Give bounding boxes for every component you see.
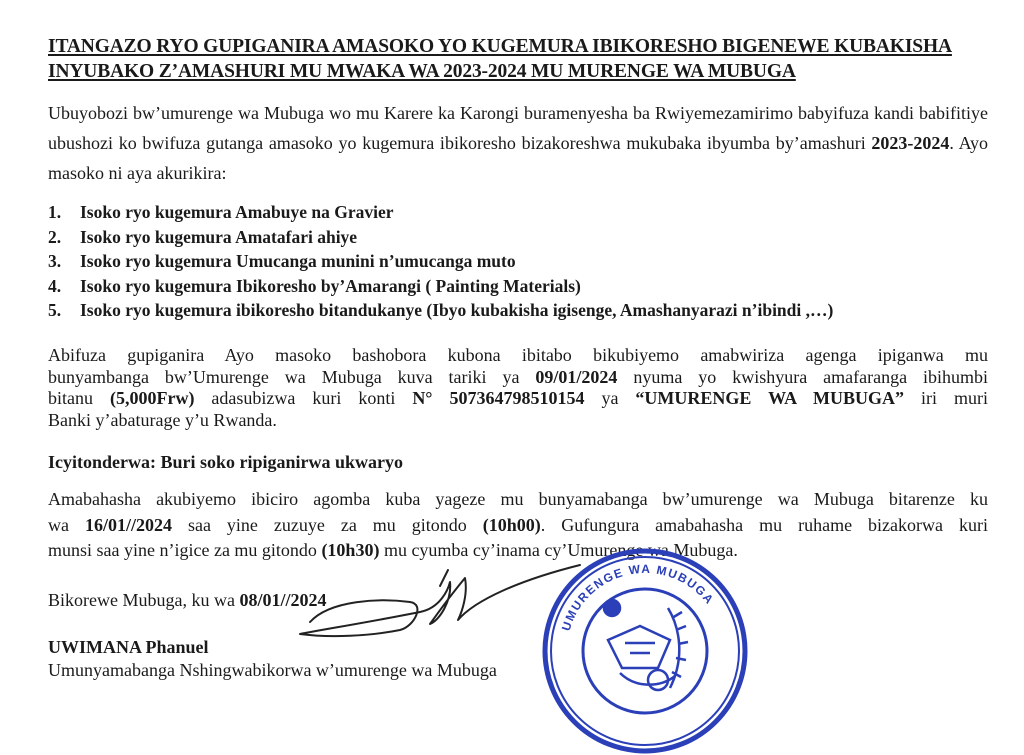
document-title — [48, 34, 998, 84]
signatory-name: UWIMANA Phanuel — [48, 637, 209, 657]
tender-list — [48, 200, 988, 323]
deadline-line-1: Amabahasha akubiyemo ibiciro agomba kuba yageze mu bunyamabanga bw’umurenge wa Mubuga bitarenze ku — [48, 489, 988, 509]
signatory-role: Umunyamabanga Nshingwabikorwa w’umurenge wa Mubuga — [48, 660, 497, 680]
deadline-line-2 — [48, 513, 988, 539]
list-item — [48, 249, 988, 274]
intro-year: 2023-2024 — [871, 133, 950, 153]
list-item-number: 4. — [48, 275, 62, 296]
fee-amount: (5,000Frw) — [109, 388, 195, 408]
conditions-text: ya — [584, 388, 636, 408]
official-stamp — [540, 548, 750, 755]
conditions-text: nyuma yo kwishyura amafaranga ibihumbi — [617, 366, 988, 387]
list-item — [48, 225, 988, 250]
conditions-line-2 — [48, 367, 988, 389]
conditions-line-1: Abifuza gupiganira Ayo masoko bashobora kubona ibitabo bikubiyemo amabwiriza agenga ipiganwa mu — [48, 345, 988, 365]
list-item-number: 2. — [48, 226, 62, 247]
title-line-2: INYUBAKO Z’AMASHURI MU MWAKA WA 2023-2024 MU MURENGE WA MUBUGA — [48, 61, 796, 82]
conditions-text: iri muri — [904, 388, 988, 408]
conditions-text: adasubizwa kuri konti — [194, 388, 413, 408]
list-item-number: 3. — [48, 251, 62, 271]
conditions-text: bunyambanga bw’Umurenge wa Mubuga kuva tariki ya — [48, 366, 536, 387]
list-item-number: 1. — [48, 202, 62, 222]
intro-paragraph — [48, 98, 988, 188]
deadline-text: saa yine zuzuye za mu gitondo — [171, 514, 483, 535]
deadline-paragraph — [48, 487, 988, 564]
list-item — [48, 298, 988, 323]
conditions-line-4: Banki y’abaturage y’u Rwanda. — [48, 409, 277, 430]
stamp-ring-text: UMURENGE WA MUBUGA — [558, 561, 718, 633]
list-item-label: Isoko ryo kugemura Amatafari ahiye — [80, 226, 358, 247]
deadline-time: (10h00) — [482, 514, 541, 535]
title-line-1: ITANGAZO RYO GUPIGANIRA AMASOKO YO KUGEMURA IBIKORESHO BIGENEWE KUBAKISHA — [48, 36, 952, 57]
list-item — [48, 200, 988, 225]
list-item-label: Isoko ryo kugemura ibikoresho bitandukanye (Ibyo kubakisha igisenge, Amashanyarazi n’ibindi ,…) — [80, 300, 834, 320]
account-number: N° 507364798510154 — [412, 388, 585, 408]
conditions-line-3 — [48, 388, 988, 410]
list-item-number: 5. — [48, 300, 62, 320]
deadline-text: wa — [48, 514, 85, 535]
deadline-date: 16/01//2024 — [84, 514, 172, 535]
list-item-label: Isoko ryo kugemura Amabuye na Gravier — [80, 202, 394, 222]
list-item-label: Isoko ryo kugemura Ibikoresho by’Amarangi ( Painting Materials) — [80, 275, 581, 296]
deadline-text: munsi saa yine n’igice za mu gitondo — [48, 540, 322, 560]
conditions-text: bitanu — [48, 388, 110, 408]
account-name: “UMURENGE WA MUBUGA” — [635, 388, 905, 408]
deadline-text: mu cyumba cy’inama cy’Umurenge wa Mubuga. — [379, 540, 738, 560]
place-and-date — [48, 590, 326, 611]
list-item-label: Isoko ryo kugemura Umucanga munini n’umucanga muto — [80, 251, 516, 271]
signing-date: 08/01//2024 — [239, 590, 327, 610]
list-item — [48, 274, 988, 299]
opening-time: (10h30) — [321, 540, 380, 560]
note: Icyitonderwa: Buri soko ripiganirwa ukwaryo — [48, 452, 404, 472]
deadline-text: . Gufungura amabahasha mu ruhame bizakorwa kuri — [540, 514, 988, 535]
intro-text-b: . Ayo masoko ni aya akurikira: — [48, 133, 988, 183]
start-date: 09/01/2024 — [535, 366, 618, 387]
place-text: Bikorewe Mubuga, ku wa — [48, 590, 240, 610]
intro-text-a: Ubuyobozi bw’umurenge wa Mubuga wo mu Karere ka Karongi buramenyesha ba Rwiyemezamirimo babyifuza kandi babifitiye ubushozi ko bwifuza gutanga amasoko yo kugemura ibikoresho bizakoreshwa mukubaka ibyumba by’amashuri — [48, 103, 988, 153]
conditions-paragraph — [48, 345, 988, 431]
